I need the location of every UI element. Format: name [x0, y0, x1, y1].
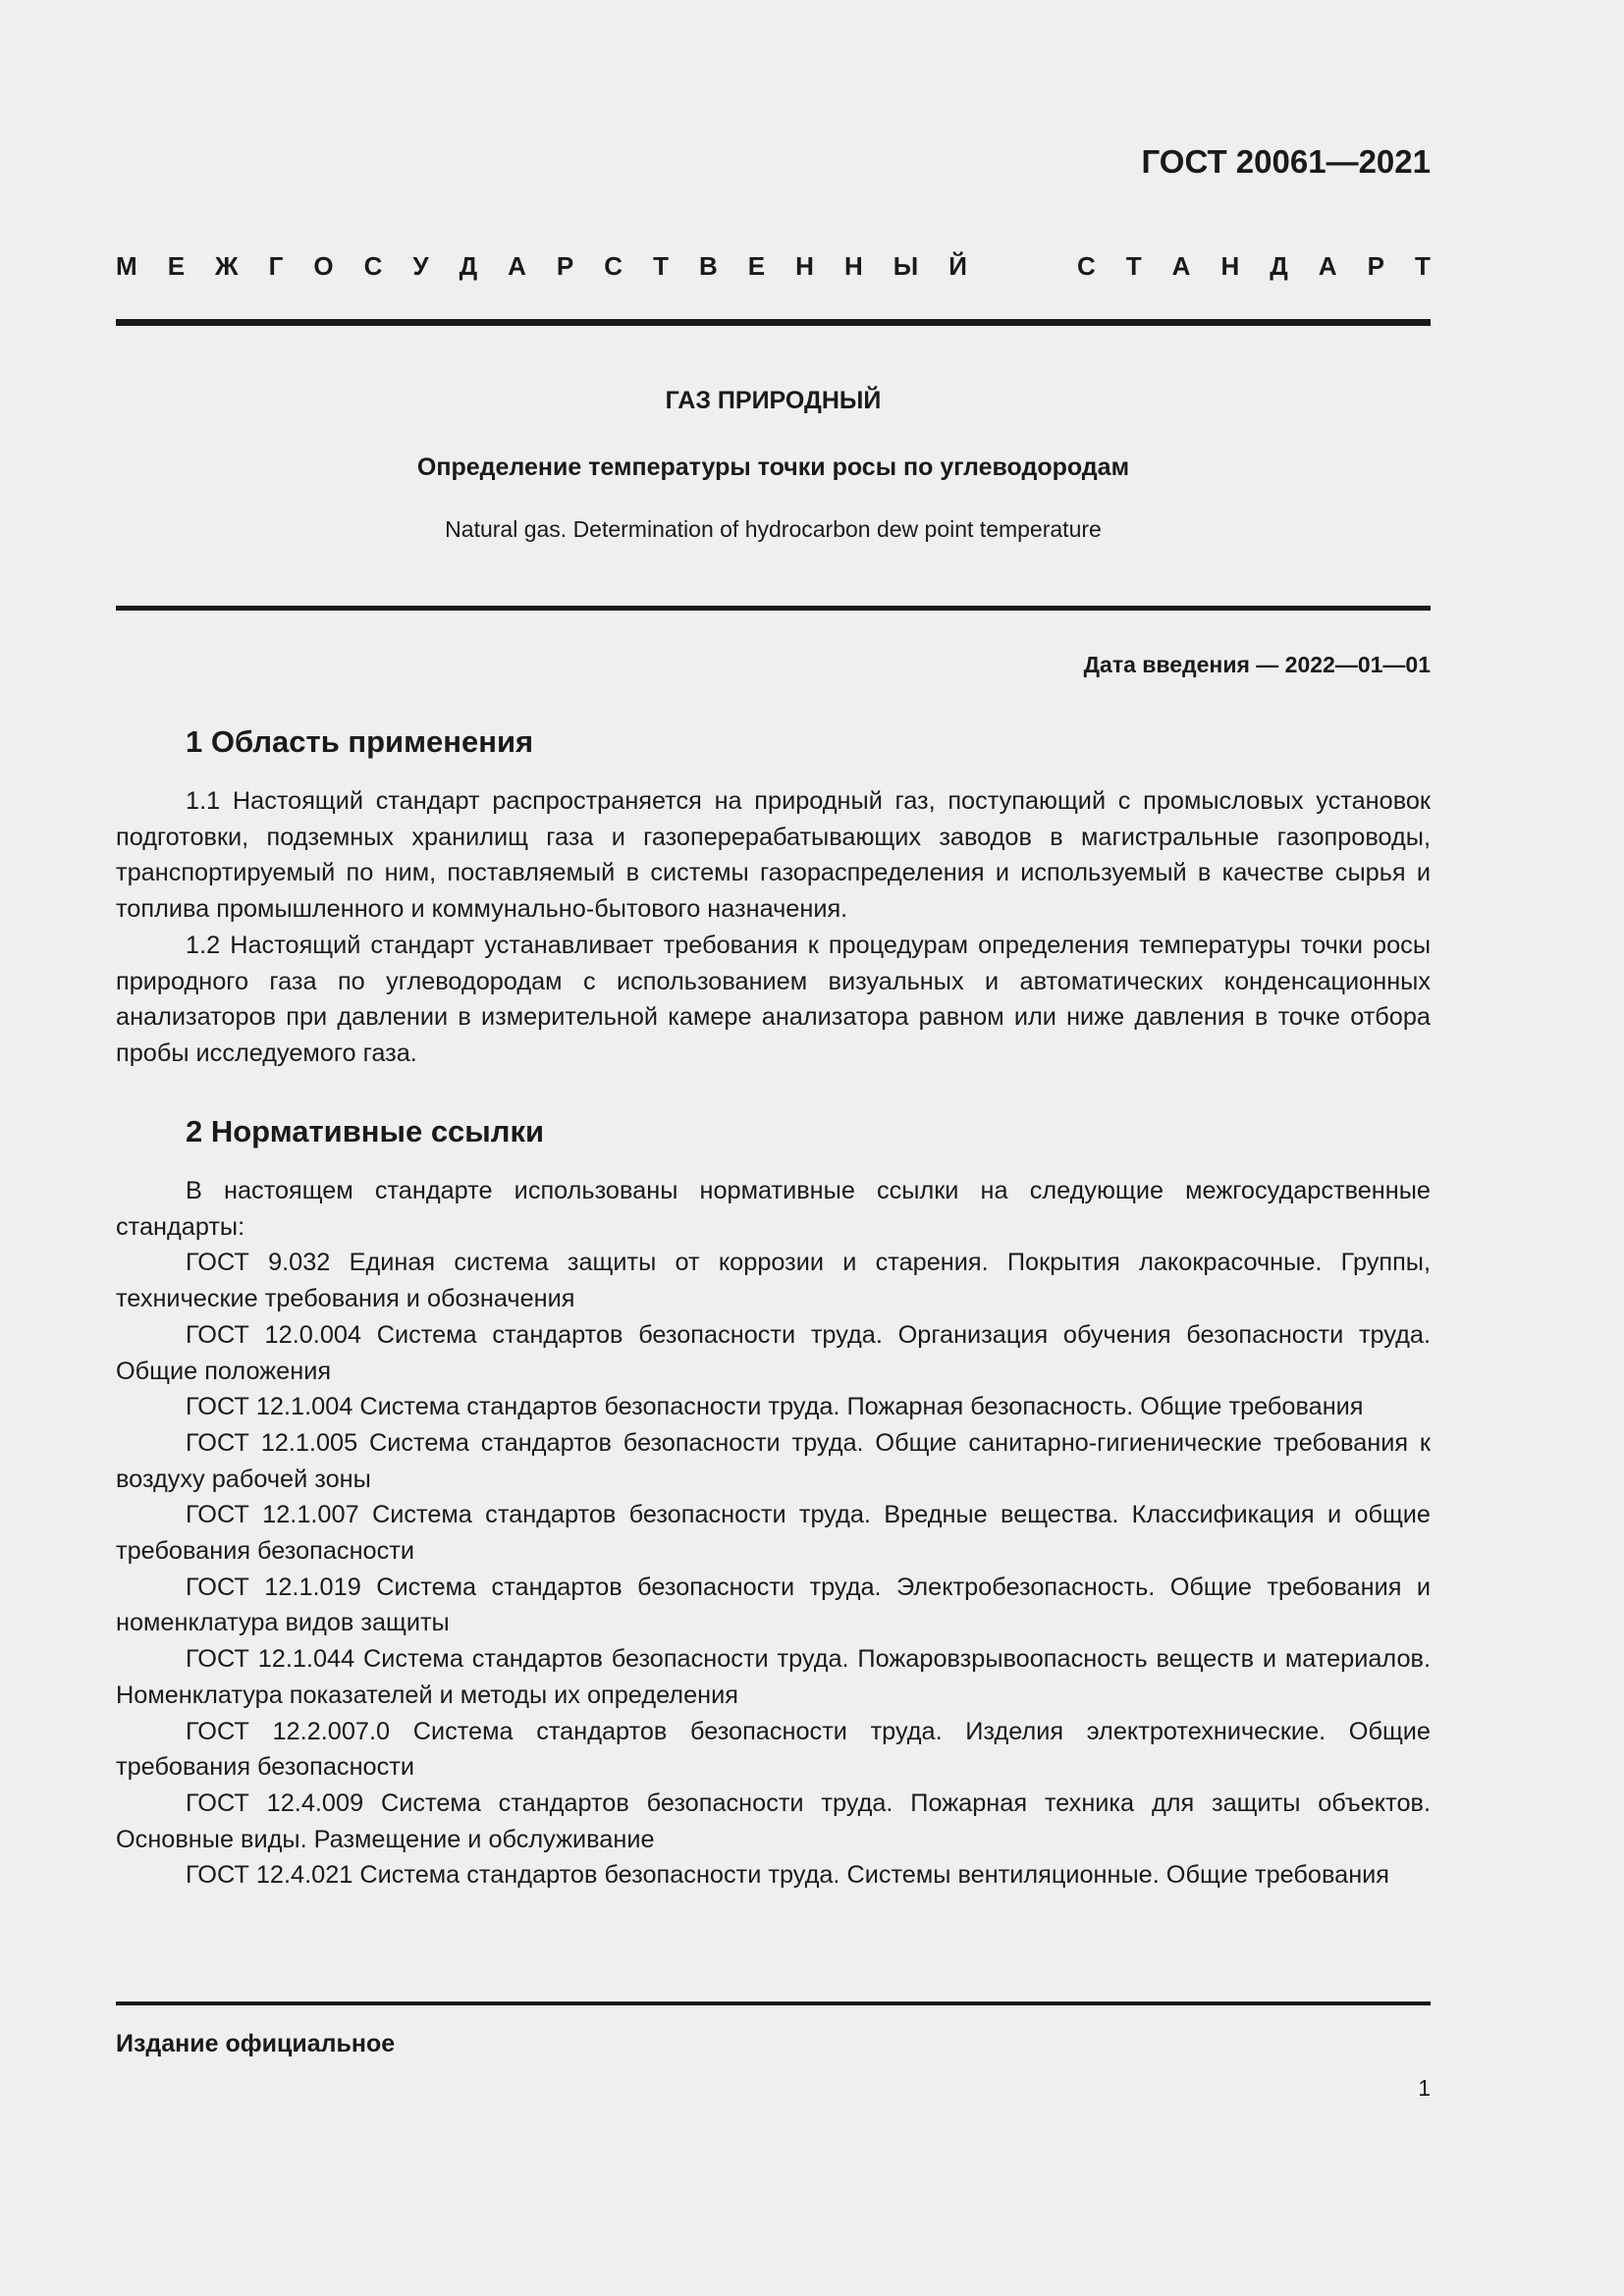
header-letter: А [508, 251, 526, 281]
reference-item: ГОСТ 12.1.019 Система стандартов безопасности труда. Электробезопасность. Общие требования и номенклатура видов защиты [116, 1573, 1431, 1637]
word-gap [998, 251, 1047, 282]
header-letter: Н [1220, 251, 1240, 281]
section-heading-references: 2 Нормативные ссылки [186, 1114, 545, 1148]
english-title: Natural gas. Determination of hydrocarbon dew point temperature [445, 516, 1102, 542]
reference-item: ГОСТ 12.2.007.0 Система стандартов безопасности труда. Изделия электротехнические. Общие требования безопасности [116, 1717, 1431, 1782]
title-rule [116, 606, 1431, 611]
reference-item: ГОСТ 12.4.021 Система стандартов безопасности труда. Системы вентиляционные. Общие требования [186, 1861, 1390, 1890]
section-body-scope [116, 783, 1431, 1072]
header-letter: У [412, 251, 429, 281]
header-letter: Е [747, 251, 766, 281]
header-letter: С [604, 251, 623, 281]
paragraph: В настоящем стандарте использованы нормативные ссылки на следующие межгосударственные стандарты: [116, 1177, 1431, 1241]
paragraph: 1.1 Настоящий стандарт распространяется на природный газ, поступающий с промысловых установок подготовки, подземных хранилищ газа и газоперерабатывающих заводов в магистральные газопроводы, транспортируемый по ним, поставляемый в системы газораспределения и используемый в качестве сырья и топлива промышленного и коммунально-бытового назначения. [116, 787, 1431, 924]
header-letter: Г [268, 251, 284, 281]
section-body-references [116, 1173, 1431, 1894]
document-page [116, 0, 1431, 2296]
paragraph: 1.2 Настоящий стандарт устанавливает требования к процедурам определения температуры точки росы природного газа по углеводородам с использованием визуальных и автоматических конденсационных анализаторов при давлении в измерительной камере анализатора равном или ниже давления в точке отбора пробы исследуемого газа. [116, 931, 1431, 1067]
header-letter: А [1318, 251, 1337, 281]
reference-item: ГОСТ 12.1.005 Система стандартов безопасности труда. Общие санитарно-гигиенические требования к воздуху рабочей зоны [116, 1428, 1431, 1493]
header-letter: С [363, 251, 383, 281]
standard-type-header [116, 251, 1431, 282]
header-letter: А [1171, 251, 1191, 281]
document-subtitle: Определение температуры точки росы по углеводородам [416, 454, 1130, 481]
header-letter: Д [459, 251, 478, 281]
header-letter: Е [167, 251, 186, 281]
document-number: ГОСТ 20061—2021 [1141, 143, 1431, 180]
reference-item: ГОСТ 12.1.004 Система стандартов безопасности труда. Пожарная безопасность. Общие требования [186, 1393, 1364, 1421]
header-letter: М [116, 251, 137, 281]
reference-item: ГОСТ 9.032 Единая система защиты от коррозии и старения. Покрытия лакокрасочные. Группы, технические требования и обозначения [116, 1249, 1431, 1313]
header-letter: Д [1270, 251, 1288, 281]
section-heading-scope: 1 Область применения [186, 724, 534, 759]
footer-rule [116, 2002, 1431, 2005]
header-letter: Р [556, 251, 574, 281]
reference-item: ГОСТ 12.0.004 Система стандартов безопасности труда. Организация обучения безопасности труда. Общие положения [116, 1320, 1431, 1385]
header-rule [116, 319, 1431, 326]
reference-item: ГОСТ 12.4.009 Система стандартов безопасности труда. Пожарная техника для защиты объектов. Основные виды. Размещение и обслуживание [116, 1789, 1431, 1853]
document-title: ГАЗ ПРИРОДНЫЙ [665, 387, 882, 414]
reference-item: ГОСТ 12.1.007 Система стандартов безопасности труда. Вредные вещества. Классификация и общие требования безопасности [116, 1501, 1431, 1566]
header-letter: Ы [893, 251, 919, 281]
header-letter: Н [795, 251, 814, 281]
introduction-date: Дата введения — 2022—01—01 [1083, 652, 1431, 677]
official-edition-label: Издание официальное [116, 2030, 396, 2057]
header-letter: С [1076, 251, 1096, 281]
header-letter: Т [653, 251, 669, 281]
page-number: 1 [1418, 2075, 1431, 2101]
reference-item: ГОСТ 12.1.044 Система стандартов безопасности труда. Пожаровзрывоопасность веществ и материалов. Номенклатура показателей и методы их определения [116, 1645, 1431, 1709]
header-letter: Ж [215, 251, 239, 281]
header-letter: Р [1367, 251, 1384, 281]
header-letter: Т [1125, 251, 1142, 281]
header-letter: Й [948, 251, 967, 281]
header-letter: Н [843, 251, 863, 281]
header-letter: В [698, 251, 718, 281]
header-letter: Т [1414, 251, 1431, 281]
header-letter: О [313, 251, 334, 281]
